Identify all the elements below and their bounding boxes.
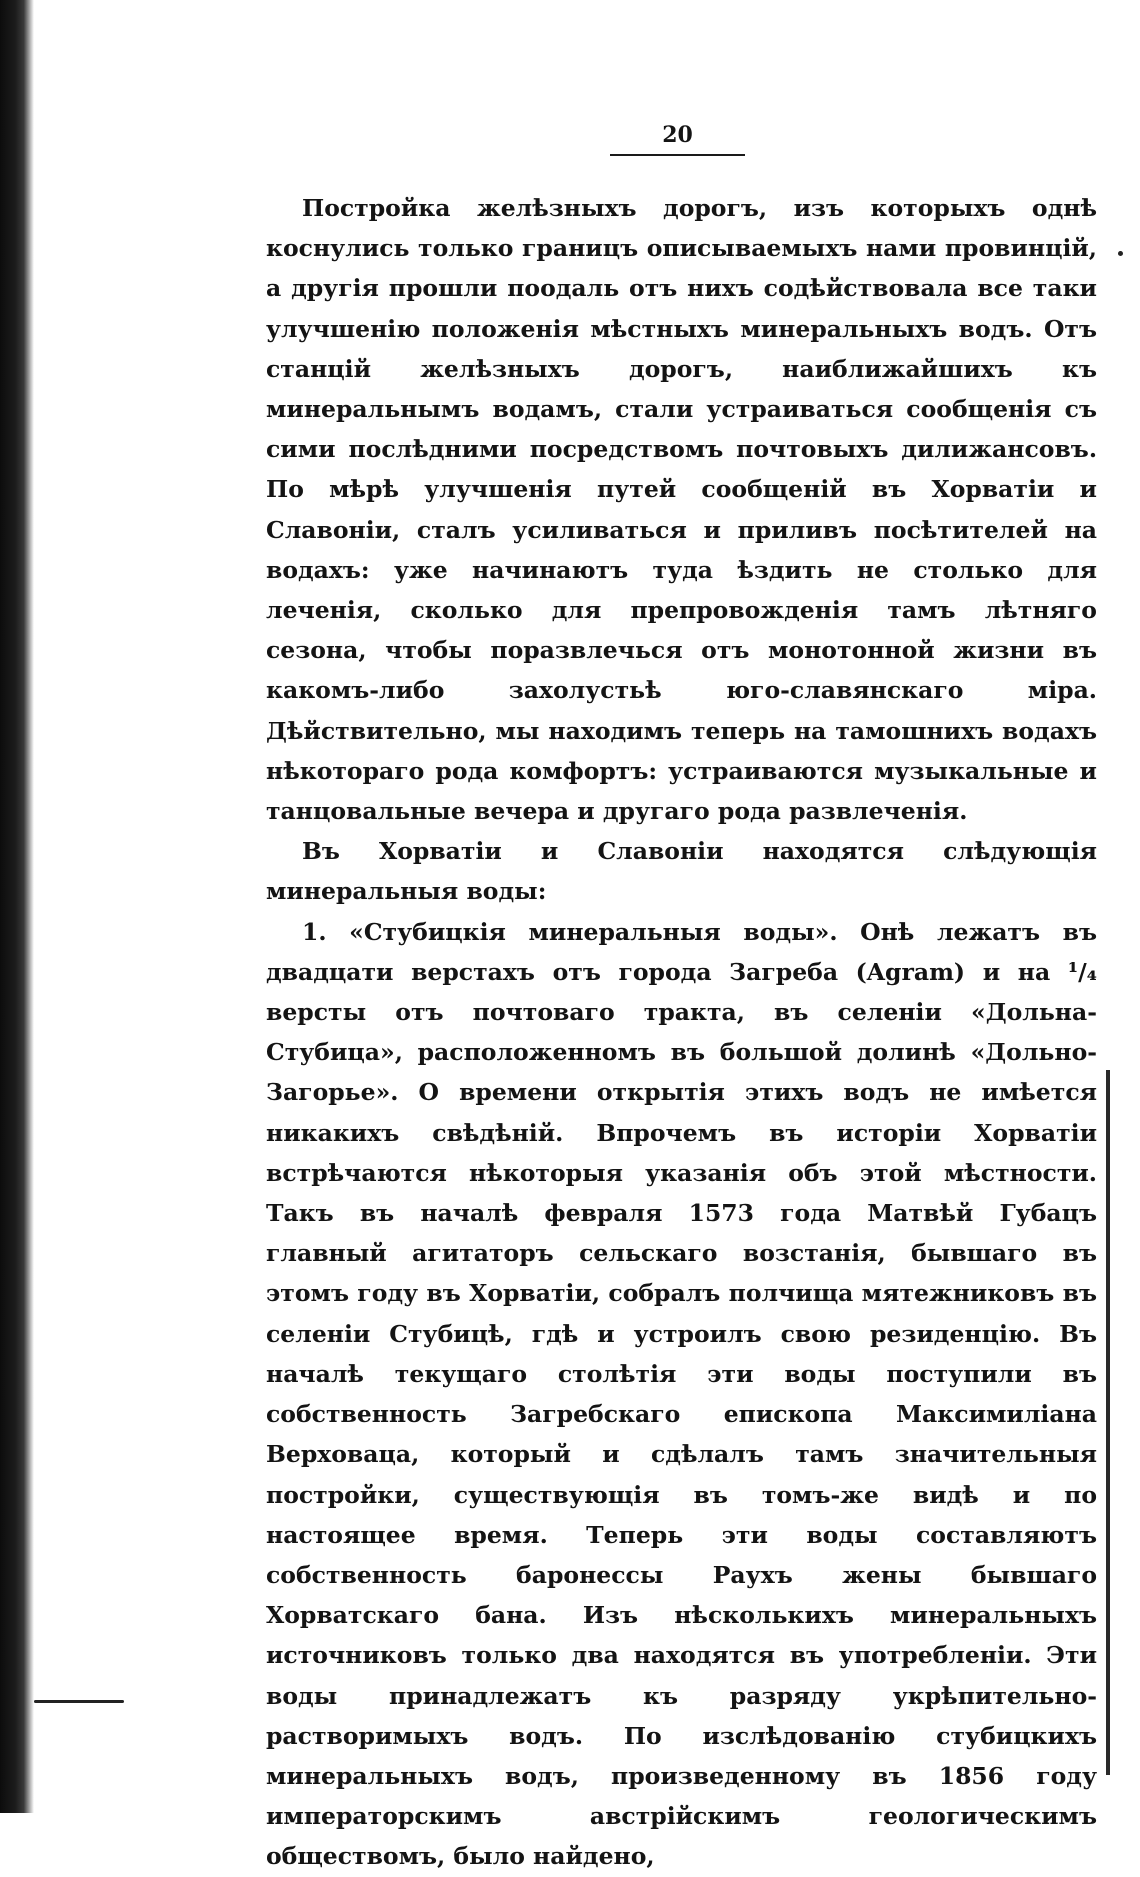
- margin-rule: [1106, 1070, 1110, 1775]
- paragraph-stubica-waters: 1. «Стубицкія минеральныя воды». Онѣ лежатъ въ двадцати верстахъ отъ города Загреба (Agram) и на ¹/₄ версты отъ почтоваго тракта, въ селеніи «Дольна-Стубица», расположенномъ въ большой долинѣ «Дольно-Загорье». О времени открытія этихъ водъ не имѣется никакихъ свѣдѣній. Впрочемъ въ исторіи Хорватіи встрѣчаются нѣкоторыя указанія объ этой мѣстности. Такъ въ началѣ февраля 1573 года Матвѣй Губацъ главный агитаторъ сельскаго возстанія, бывшаго въ этомъ году въ Хорватіи, собралъ полчища мятежниковъ въ селеніи Стубицѣ, гдѣ и устроилъ свою резиденцію. Въ началѣ текущаго столѣтія эти воды поступили въ собственность Загребскаго епископа Максимиліана Верховаца, который и сдѣлалъ тамъ значительныя постройки, существующія въ томъ-же видѣ и по настоящее время. Теперь эти воды составляютъ собственность баронессы Раухъ жены бывшаго Хорватскаго бана. Изъ нѣсколькихъ минеральныхъ источниковъ только два находятся въ употребленіи. Эти воды принадлежатъ къ разряду укрѣпительно-растворимыхъ водъ. По изслѣдованію стубицкихъ минеральныхъ водъ, произведенному въ 1856 году императорскимъ австрійскимъ геологическимъ обществомъ, было найдено,: [266, 917, 1097, 1871]
- ink-dot: [1118, 251, 1123, 256]
- body-text: [266, 188, 1097, 1877]
- paragraph-railways: Постройка желѣзныхъ дорогъ, изъ которыхъ однѣ коснулись только границъ описываемыхъ нами провинцій, а другія прошли поодаль отъ нихъ содѣйствовала все таки улучшенію положенія мѣстныхъ минеральныхъ водъ. Отъ станцій желѣзныхъ дорогъ, наиближайшихъ къ минеральнымъ водамъ, стали устраиваться сообщенія съ сими послѣдними посредствомъ почтовыхъ дилижансовъ. По мѣрѣ улучшенія путей сообщеній въ Хорватіи и Славоніи, сталъ усиливаться и приливъ посѣтителей на водахъ: уже начинаютъ туда ѣздить не столько для леченія, сколько для препровожденія тамъ лѣтняго сезона, чтобы поразвлечься отъ монотонной жизни въ какомъ-либо захолустьѣ юго-славянскаго міра. Дѣйствительно, мы находимъ теперь на тамошнихъ водахъ нѣкотораго рода комфортъ: устраиваются музыкальные и танцовальные вечера и другаго рода развлеченія.: [266, 194, 1097, 826]
- binding-shadow: [0, 0, 34, 1813]
- binding-mark: [34, 1700, 124, 1703]
- page-number: 20: [610, 122, 745, 156]
- paragraph-mineral-waters-intro: Въ Хорватіи и Славоніи находятся слѣдующія минеральныя воды:: [266, 837, 1097, 906]
